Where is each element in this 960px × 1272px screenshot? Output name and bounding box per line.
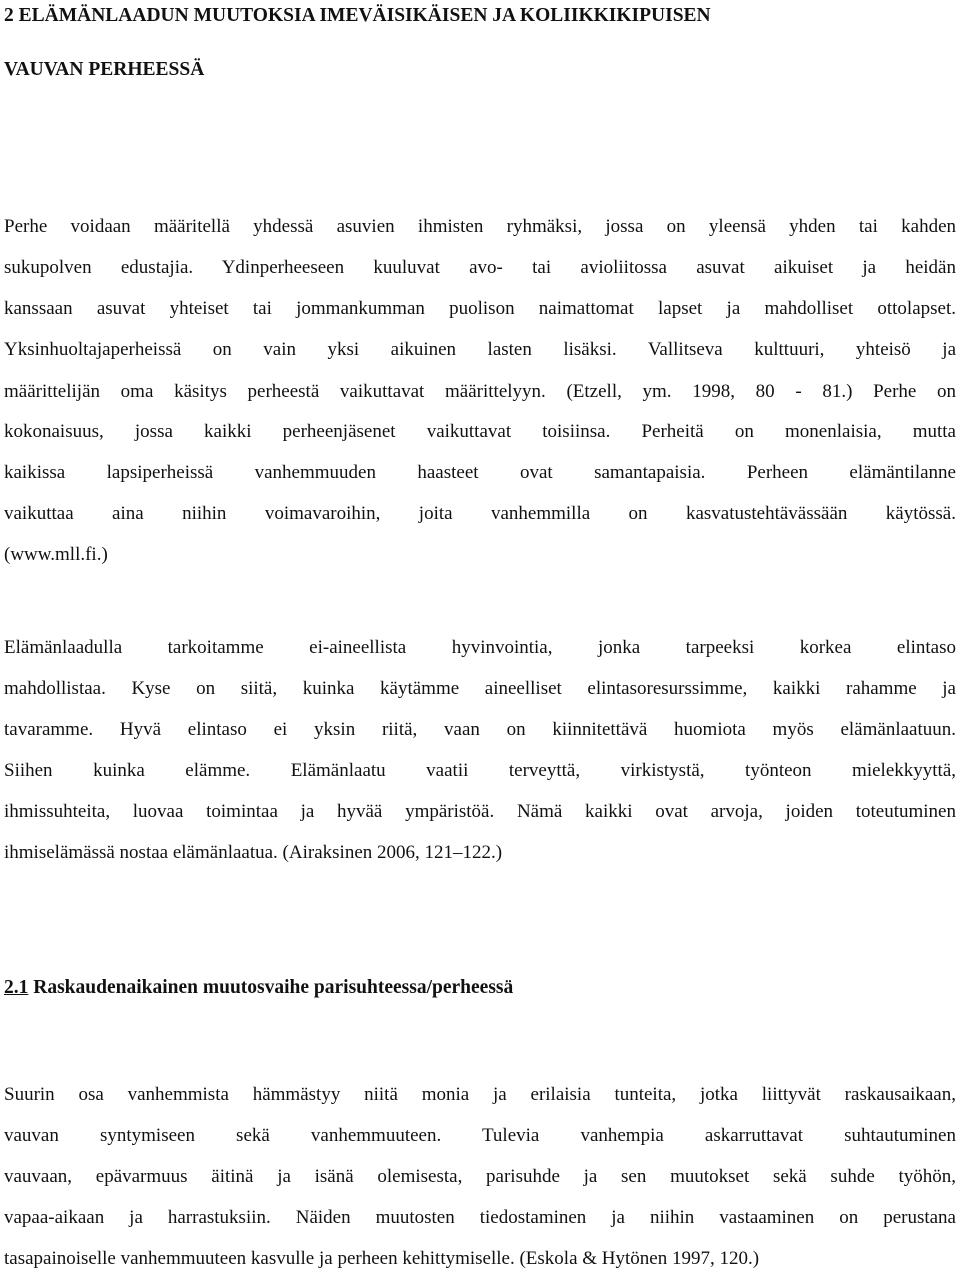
paragraph-line: ihmiselämässä nostaa elämänlaatua. (Airaksinen 2006, 121–122.) (4, 842, 503, 863)
subsection-heading (4, 976, 956, 1000)
paragraph-line: Suurin osa vanhemmista hämmästyy niitä monia ja erilaisia tunteita, jotka liittyvät raskausaikaan, (4, 1084, 956, 1105)
paragraph-line: tavaramme. Hyvä elintaso ei yksin riitä, vaan on kiinnitettävä huomiota myös elämänlaatuun. (4, 719, 956, 740)
paragraph-line: Elämänlaadulla tarkoitamme ei-aineellista hyvinvointia, jonka tarpeeksi korkea elintaso (4, 637, 956, 658)
section-heading-line-2: VAUVAN PERHEESSÄ (4, 59, 205, 80)
paragraph-line: (www.mll.fi.) (4, 544, 108, 565)
section-heading-line-1: 2 ELÄMÄNLAADUN MUUTOKSIA IMEVÄISIKÄISEN JA KOLIIKKIKIPUISEN (4, 5, 711, 26)
paragraph-line: Yksinhuoltajaperheissä on vain yksi aikuinen lasten lisäksi. Vallitseva kulttuuri, yhteisö ja (4, 339, 956, 360)
paragraph-line: vauvaan, epävarmuus äitinä ja isänä olemisesta, parisuhde ja sen muutokset sekä suhde työhön, (4, 1166, 956, 1187)
paragraph-line: vauvan syntymiseen sekä vanhemmuuteen. Tulevia vanhempia askarruttavat suhtautuminen (4, 1125, 956, 1146)
paragraph-line: Siihen kuinka elämme. Elämänlaatu vaatii terveyttä, virkistystä, työnteon mielekkyyttä, (4, 760, 956, 781)
subsection-title: Raskaudenaikainen muutosvaihe parisuhteessa/perheessä (33, 977, 514, 998)
paragraph-line: määrittelijän oma käsitys perheestä vaikuttavat määrittelyyn. (Etzell, ym. 1998, 80 - 81.) Perhe on (4, 381, 956, 402)
paragraph-line: kanssaan asuvat yhteiset tai jommankumman puolison naimattomat lapset ja mahdolliset ottolapset. (4, 298, 956, 319)
paragraph-line: mahdollistaa. Kyse on siitä, kuinka käytämme aineelliset elintasoresurssimme, kaikki rahamme ja (4, 678, 956, 699)
paragraph-line: kokonaisuus, jossa kaikki perheenjäsenet vaikuttavat toisiinsa. Perheitä on monenlaisia, mutta (4, 421, 956, 442)
paragraph-line: vapaa-aikaan ja harrastuksiin. Näiden muutosten tiedostaminen ja niihin vastaaminen on perustana (4, 1207, 956, 1228)
paragraph-line: tasapainoiselle vanhemmuuteen kasvulle ja perheen kehittymiselle. (Eskola & Hytönen 1997, 120.) (4, 1248, 760, 1269)
paragraph-line: ihmissuhteita, luovaa toimintaa ja hyvää ympäristöä. Nämä kaikki ovat arvoja, joiden toteutuminen (4, 801, 956, 822)
paragraph-line: Perhe voidaan määritellä yhdessä asuvien ihmisten ryhmäksi, jossa on yleensä yhden tai kahden (4, 216, 956, 237)
subsection-number: 2.1 (4, 977, 29, 998)
paragraph-line: vaikuttaa aina niihin voimavaroihin, joita vanhemmilla on kasvatustehtävässään käytössä. (4, 503, 956, 524)
paragraph-line: sukupolven edustajia. Ydinperheeseen kuuluvat avo- tai avioliitossa asuvat aikuiset ja heidän (4, 257, 956, 278)
paragraph-line: kaikissa lapsiperheissä vanhemmuuden haasteet ovat samantapaisia. Perheen elämäntilanne (4, 462, 956, 483)
